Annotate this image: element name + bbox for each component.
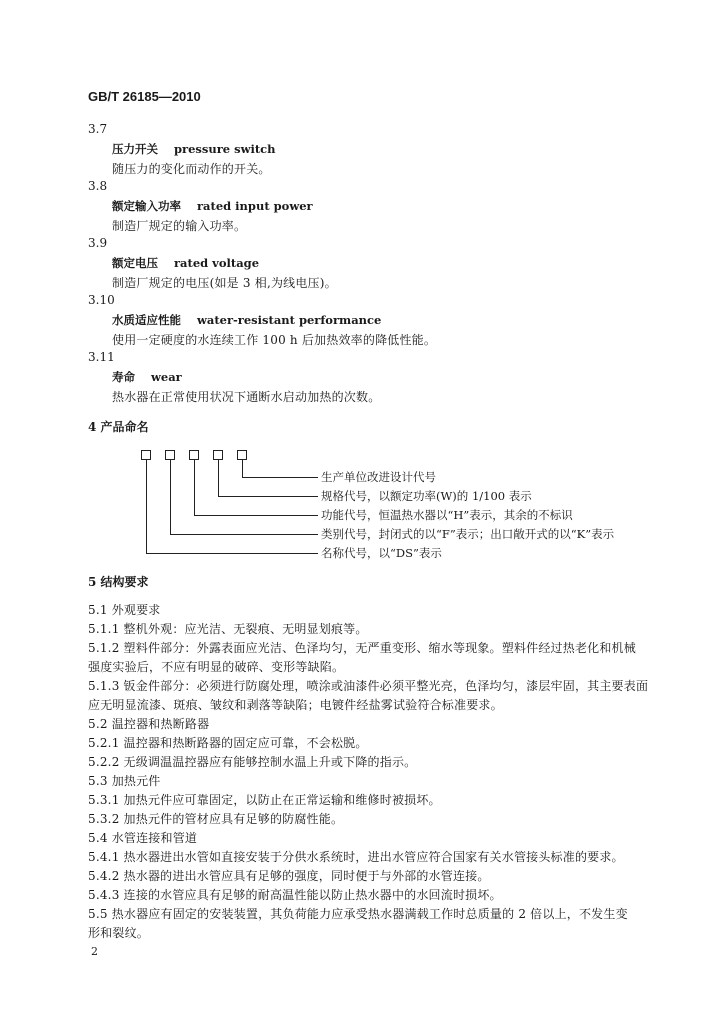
code-box-spec [213, 450, 223, 460]
term-en: rated voltage [174, 256, 260, 270]
leader-line [170, 460, 171, 534]
clause-text: 强度实验后，不应有明显的破碎、变形等缺陷。 [88, 660, 345, 674]
clause-text: 5.4.2 热水器的进出水管应具有足够的强度，同时便于与外部的水管连接。 [88, 869, 490, 883]
term-en: rated input power [197, 199, 313, 213]
clause-text: 5.3.1 加热元件应可靠固定，以防止在正常运输和维修时被损坏。 [88, 793, 441, 807]
clause-heading: 5.4 水管连接和管道 [88, 831, 198, 845]
term-number: 3.7 [88, 122, 108, 136]
term-zh: 寿命 [112, 370, 135, 384]
leader-line [242, 460, 243, 477]
label-name-code: 名称代号，以“DS”表示 [321, 546, 442, 560]
clause-text: 5.5 热水器应有固定的安装装置，其负荷能力应承受热水器满载工作时总质量的 2 倍以上，不发生变 [88, 907, 628, 921]
clause-heading: 5.1 外观要求 [88, 603, 161, 617]
term-number: 3.8 [88, 179, 108, 193]
term-title [112, 255, 259, 271]
term-zh: 额定电压 [112, 256, 158, 270]
clause-text: 5.3.2 加热元件的管材应具有足够的防腐性能。 [88, 812, 344, 826]
code-box-name [141, 450, 151, 460]
clause-text: 5.1.3 钣金件部分：必须进行防腐处理，喷涂或油漆件必须平整光亮，色泽均匀，漆层牢固，其主要表面 [88, 679, 649, 693]
term-title [112, 312, 381, 328]
term-definition: 使用一定硬度的水连续工作 100 h 后加热效率的降低性能。 [112, 333, 437, 347]
leader-line [170, 534, 318, 535]
term-number: 3.11 [88, 350, 115, 364]
code-box-function [189, 450, 199, 460]
term-zh: 水质适应性能 [112, 313, 181, 327]
leader-line [146, 553, 318, 554]
clause-text: 5.2.2 无级调温温控器应有能够控制水温上升或下降的指示。 [88, 755, 417, 769]
leader-line [194, 515, 318, 516]
clause-heading: 5.3 加热元件 [88, 774, 161, 788]
term-number: 3.10 [88, 293, 115, 307]
label-category-code: 类别代号，封闭式的以“F”表示；出口敞开式的以“K”表示 [321, 527, 615, 541]
term-title [112, 198, 313, 214]
leader-line [218, 496, 318, 497]
term-title [112, 141, 276, 157]
leader-line [242, 477, 318, 478]
clause-text: 5.1.1 整机外观：应光洁、无裂痕、无明显划痕等。 [88, 622, 368, 636]
label-spec-code: 规格代号，以额定功率(W)的 1/100 表示 [321, 489, 532, 503]
term-definition: 制造厂规定的电压(如是 3 相,为线电压)。 [112, 276, 337, 290]
term-zh: 额定输入功率 [112, 199, 181, 213]
section-5-title: 5 结构要求 [88, 575, 149, 589]
clause-text: 5.2.1 温控器和热断路器的固定应可靠，不会松脱。 [88, 736, 368, 750]
term-number: 3.9 [88, 236, 108, 250]
code-box-improvement [237, 450, 247, 460]
term-title [112, 369, 182, 385]
clause-text: 5.1.2 塑料件部分：外露表面应光洁、色泽均匀，无严重变形、缩水等现象。塑料件经过热老化和机械 [88, 641, 636, 655]
page-number: 2 [91, 945, 98, 958]
clause-text: 5.4.1 热水器进出水管如直接安装于分供水系统时，进出水管应符合国家有关水管接头标准的要求。 [88, 850, 624, 864]
label-function-code: 功能代号，恒温热水器以“H”表示，其余的不标识 [321, 508, 573, 522]
clause-text: 5.4.3 连接的水管应具有足够的耐高温性能以防止热水器中的水回流时损坏。 [88, 888, 502, 902]
term-en: pressure switch [174, 142, 276, 156]
code-box-category [165, 450, 175, 460]
clause-heading: 5.2 温控器和热断路器 [88, 717, 210, 731]
term-en: water-resistant performance [197, 313, 382, 327]
section-4-title: 4 产品命名 [88, 420, 149, 434]
label-improvement-code: 生产单位改进设计代号 [321, 470, 436, 484]
term-definition: 制造厂规定的输入功率。 [112, 219, 247, 233]
term-definition: 热水器在正常使用状况下通断水启动加热的次数。 [112, 390, 381, 404]
leader-line [146, 460, 147, 553]
clause-text: 应无明显流漆、斑痕、皱纹和剥落等缺陷；电镀件经盐雾试验符合标准要求。 [88, 698, 503, 712]
clause-text: 形和裂纹。 [88, 926, 150, 940]
term-zh: 压力开关 [112, 142, 158, 156]
leader-line [218, 460, 219, 496]
term-definition: 随压力的变化而动作的开关。 [112, 162, 271, 176]
standard-number: GB/T 26185—2010 [88, 89, 201, 104]
term-en: wear [151, 370, 182, 384]
leader-line [194, 460, 195, 515]
